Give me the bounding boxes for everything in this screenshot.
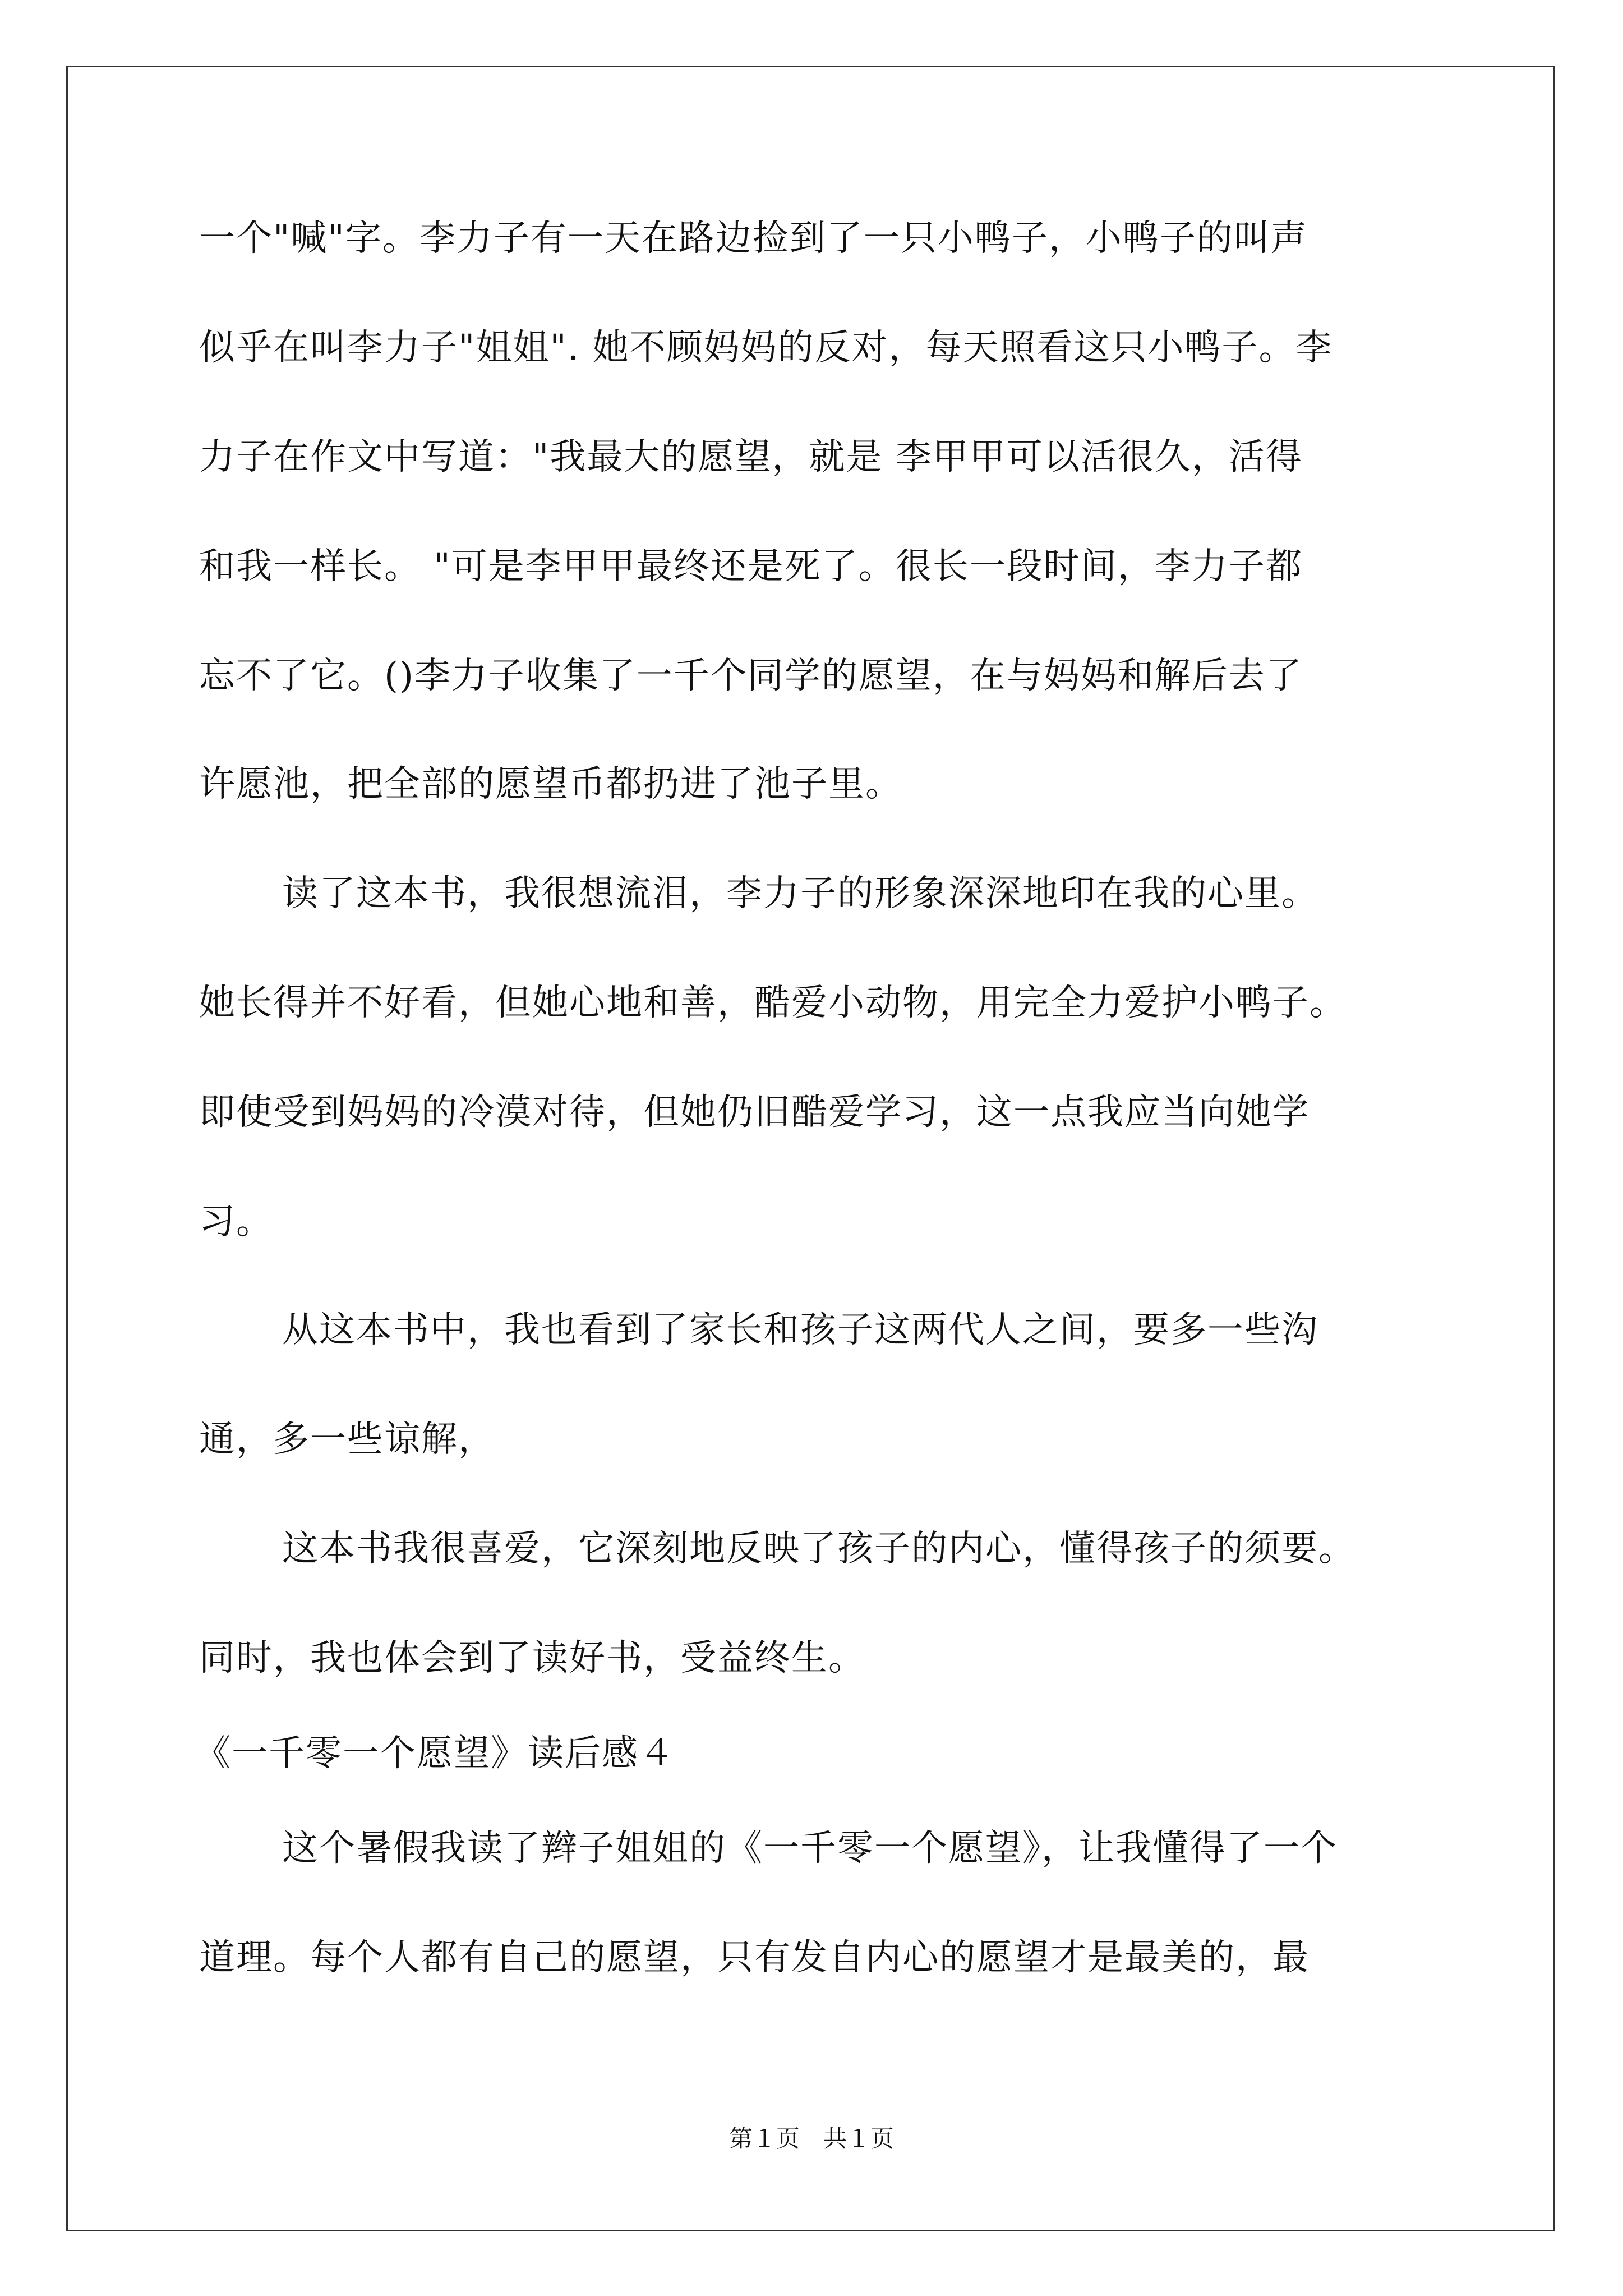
text-line: 习。 xyxy=(199,1201,273,1243)
text-line: 力子在作文中写道："我最大的愿望，就是 李甲甲可以活很久，活得 xyxy=(199,436,1303,478)
text-line: 通，多一些谅解， xyxy=(199,1419,495,1460)
text-line: 忘不了它。()李力子收集了一千个同学的愿望，在与妈妈和解后去了 xyxy=(199,655,1303,697)
text-line: 这本书我很喜爱，它深刻地反映了孩子的内心，懂得孩子的须要。 xyxy=(282,1528,1355,1570)
text-line: 一个"喊"字。李力子有一天在路边捡到了一只小鸭子，小鸭子的叫声 xyxy=(199,218,1308,259)
section-heading: 《一千零一个愿望》读后感４ xyxy=(195,1733,676,1774)
page-number-footer: 第１页 共１页 xyxy=(728,2125,894,2152)
text-line: 从这本书中，我也看到了家长和孩子这两代人之间，要多一些沟 xyxy=(282,1309,1318,1351)
text-line: 即使受到妈妈的冷漠对待，但她仍旧酷爱学习，这一点我应当向她学 xyxy=(199,1092,1310,1133)
page-border xyxy=(66,66,1555,2231)
text-line: 这个暑假我读了辫子姐姐的《一千零一个愿望》，让我懂得了一个 xyxy=(282,1828,1338,1869)
text-line: 同时，我也体会到了读好书，受益终生。 xyxy=(199,1637,865,1679)
text-line: 许愿池，把全部的愿望币都扔进了池子里。 xyxy=(199,763,902,805)
text-line: 和我一样长。 "可是李甲甲最终还是死了。很长一段时间，李力子都 xyxy=(199,546,1303,587)
text-line: 道理。每个人都有自己的愿望，只有发自内心的愿望才是最美的，最 xyxy=(199,1937,1310,1978)
text-line: 读了这本书，我很想流泪，李力子的形象深深地印在我的心里。 xyxy=(282,873,1318,914)
text-line: 似乎在叫李力子"姐姐". 她不顾妈妈的反对，每天照看这只小鸭子。李 xyxy=(199,327,1333,369)
text-line: 她长得并不好看，但她心地和善，酷爱小动物，用完全力爱护小鸭子。 xyxy=(199,982,1347,1024)
